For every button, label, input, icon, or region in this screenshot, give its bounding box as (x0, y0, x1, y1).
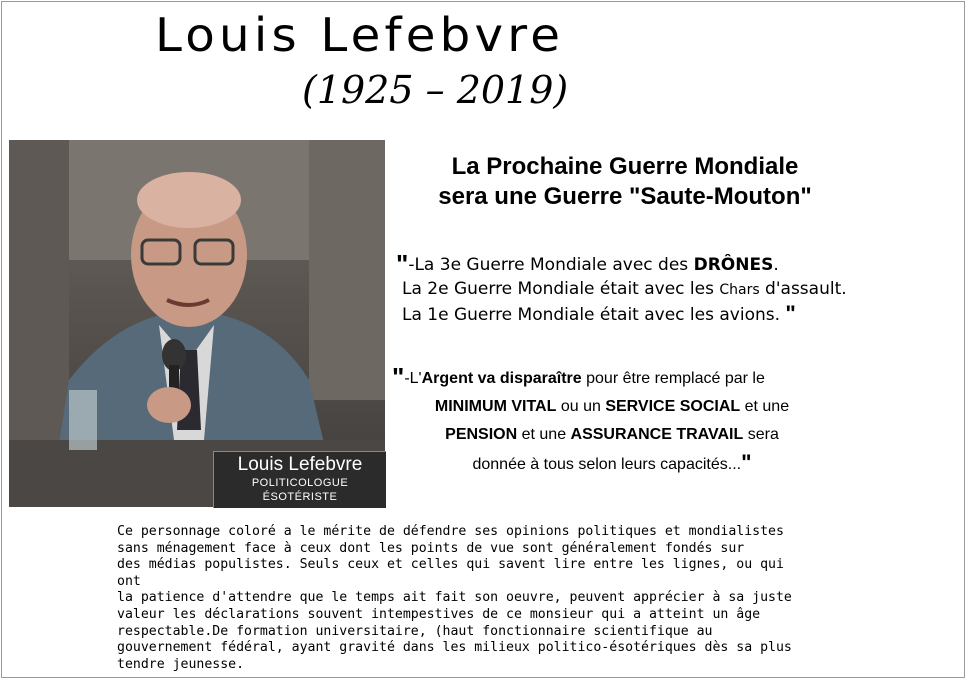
quote2-close-mark: " (741, 450, 752, 475)
biography-paragraph (117, 524, 807, 673)
quote1-close-mark: " (785, 301, 796, 326)
quote1-text-a: -La 3e Guerre Mondiale avec des (408, 255, 694, 275)
quote-argent (392, 363, 832, 479)
quote2-assurance-travail: ASSURANCE TRAVAIL (570, 426, 744, 443)
bio-line: Ce personnage coloré a le mérite de défendre ses opinions politiques et mondialistes (117, 524, 784, 539)
quote1-text-2c: d'assault. (759, 279, 847, 299)
bio-line: la patience d'attendre que le temps ait fait son oeuvre, peuvent apprécier à sa juste (117, 590, 792, 606)
bio-line: valeur les déclarations souvent intempestives de ce monsieur qui a atteint un âge (117, 606, 761, 622)
quote1-chars-word: Chars (719, 282, 760, 298)
quote1-drones-word: DRÔNES (693, 255, 774, 275)
headline (395, 152, 855, 212)
quote1-line-3 (396, 302, 956, 327)
headline-line-2: sera une Guerre "Saute-Mouton" (438, 183, 812, 210)
quote2-argent-phrase: Argent va disparaître (421, 370, 582, 387)
quote-drones (396, 249, 956, 327)
bio-line: sans ménagement face à ceux dont les points de vue sont généralement fondés sur (117, 540, 745, 556)
page-title: Louis Lefebvre (155, 8, 565, 62)
quote2-open-mark: " (392, 362, 405, 392)
bio-line: des médias populistes. Seuls ceux et celles qui savent lire entre les lignes, ou qui ont (117, 557, 784, 589)
quote2-text-5: ou un (556, 398, 606, 415)
quote2-text-9: et une (517, 426, 571, 443)
bio-line: tendre jeunesse. (117, 656, 245, 672)
quote1-open-mark: " (396, 249, 409, 279)
quote1-text-2a: La 2e Guerre Mondiale était avec les (402, 279, 720, 299)
quote2-line-4 (392, 449, 832, 479)
quote2-minimum-vital: MINIMUM VITAL (434, 398, 557, 415)
quote1-line-1 (396, 249, 956, 279)
quote1-period: . (773, 255, 779, 275)
quote1-line-2 (396, 277, 956, 302)
bio-line: respectable.De formation universitaire, (haut fonctionnaire scientifique au (117, 623, 713, 639)
photo-caption (213, 451, 386, 508)
quote2-text-11: sera (743, 426, 779, 443)
quote2-line-3 (392, 421, 832, 449)
quote2-line-2 (392, 393, 832, 421)
caption-role-esoteriste: ÉSOTÉRISTE (262, 491, 338, 503)
quote2-text-7: et une (740, 398, 790, 415)
life-dates: (1925 – 2019) (302, 68, 569, 112)
quote2-text-3: pour être remplacé par le (581, 370, 765, 387)
headline-line-1: La Prochaine Guerre Mondiale (451, 153, 799, 180)
quote2-service-social: SERVICE SOCIAL (605, 398, 741, 415)
quote2-line-1 (392, 363, 832, 393)
quote2-pension: PENSION (445, 426, 518, 443)
quote2-text-12: donnée à tous selon leurs capacités... (472, 456, 742, 473)
caption-role-politicologue: POLITICOLOGUE (251, 477, 349, 489)
caption-name: Louis Lefebvre (237, 454, 363, 475)
bio-line: gouvernement fédéral, ayant gravité dans les milieux politico-ésotériques dès sa plus (117, 640, 792, 656)
quote1-text-3: La 1e Guerre Mondiale était avec les avions. (402, 305, 781, 325)
quote2-text-1: -L' (404, 370, 422, 387)
